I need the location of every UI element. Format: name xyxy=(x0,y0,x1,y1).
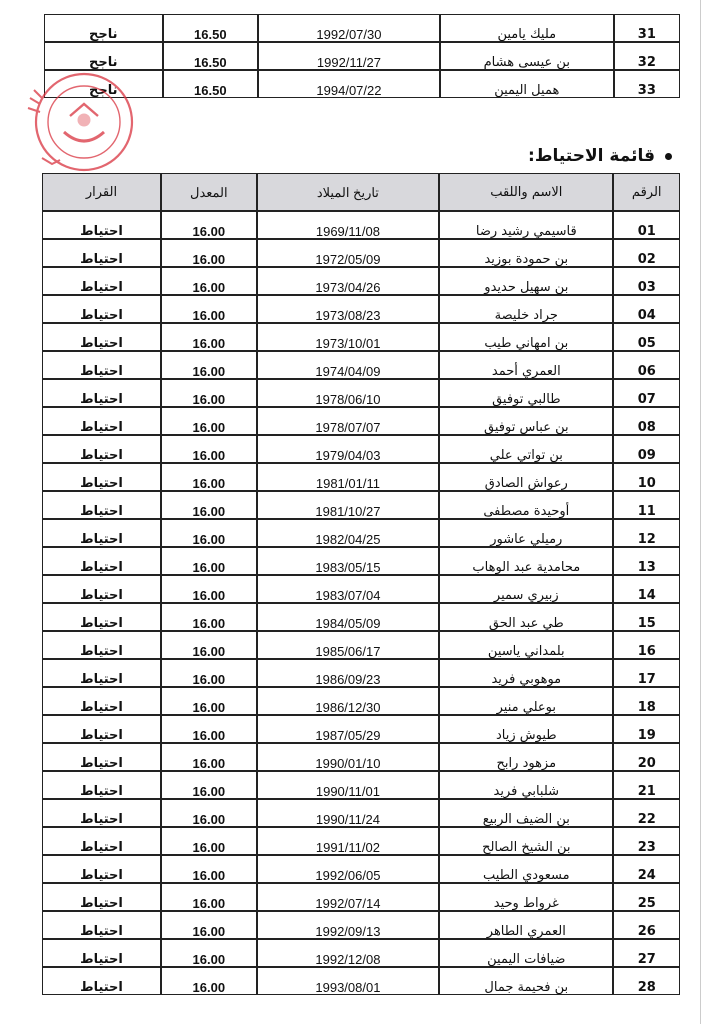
reserve-cell-date: 1972/05/09 xyxy=(257,239,439,267)
reserve-cell-decision: احتياط xyxy=(42,799,161,827)
reserve-row xyxy=(42,715,680,743)
top-cell-name: هميل اليمين xyxy=(440,70,614,98)
reserve-cell-name: بن الضيف الربيع xyxy=(439,799,613,827)
reserve-cell-date: 1973/08/23 xyxy=(257,295,439,323)
reserve-cell-date: 1978/06/10 xyxy=(257,379,439,407)
reserve-cell-num: 03 xyxy=(613,267,680,295)
reserve-table xyxy=(42,173,680,995)
reserve-cell-avg: 16.00 xyxy=(161,519,257,547)
reserve-cell-num: 19 xyxy=(613,715,680,743)
reserve-cell-decision: احتياط xyxy=(42,239,161,267)
reserve-cell-date: 1992/12/08 xyxy=(257,939,439,967)
reserve-cell-date: 1990/01/10 xyxy=(257,743,439,771)
reserve-cell-date: 1984/05/09 xyxy=(257,603,439,631)
reserve-cell-avg: 16.00 xyxy=(161,659,257,687)
top-cell-name: بن عيسى هشام xyxy=(440,42,614,70)
reserve-cell-decision: احتياط xyxy=(42,323,161,351)
reserve-cell-decision: احتياط xyxy=(42,827,161,855)
reserve-cell-name: بن امهاني طيب xyxy=(439,323,613,351)
reserve-cell-decision: احتياط xyxy=(42,351,161,379)
top-cell-date: 1992/07/30 xyxy=(258,14,440,42)
reserve-row xyxy=(42,799,680,827)
reserve-cell-decision: احتياط xyxy=(42,267,161,295)
reserve-cell-decision: احتياط xyxy=(42,519,161,547)
reserve-cell-avg: 16.00 xyxy=(161,295,257,323)
page-edge-line xyxy=(700,0,701,1024)
reserve-row xyxy=(42,967,680,995)
reserve-cell-date: 1973/04/26 xyxy=(257,267,439,295)
top-cell-decision: ناجح xyxy=(44,70,163,98)
reserve-cell-decision: احتياط xyxy=(42,771,161,799)
reserve-cell-date: 1973/10/01 xyxy=(257,323,439,351)
reserve-cell-num: 04 xyxy=(613,295,680,323)
reserve-row xyxy=(42,239,680,267)
reserve-row xyxy=(42,659,680,687)
reserve-cell-decision: احتياط xyxy=(42,575,161,603)
top-cell-decision: ناجح xyxy=(44,14,163,42)
reserve-cell-num: 18 xyxy=(613,687,680,715)
reserve-cell-date: 1986/12/30 xyxy=(257,687,439,715)
reserve-cell-num: 07 xyxy=(613,379,680,407)
reserve-row xyxy=(42,323,680,351)
reserve-cell-num: 17 xyxy=(613,659,680,687)
header-decision: القرار xyxy=(42,173,161,211)
reserve-cell-date: 1983/07/04 xyxy=(257,575,439,603)
reserve-cell-name: قاسيمي رشيد رضا xyxy=(439,211,613,239)
reserve-cell-name: غرواط وحيد xyxy=(439,883,613,911)
reserve-cell-date: 1987/05/29 xyxy=(257,715,439,743)
reserve-cell-date: 1992/09/13 xyxy=(257,911,439,939)
reserve-cell-decision: احتياط xyxy=(42,939,161,967)
reserve-cell-name: طالبي توفيق xyxy=(439,379,613,407)
reserve-row xyxy=(42,351,680,379)
reserve-cell-avg: 16.00 xyxy=(161,911,257,939)
reserve-cell-name: بن حمودة بوزيد xyxy=(439,239,613,267)
top-cell-num: 32 xyxy=(614,42,680,70)
reserve-row xyxy=(42,435,680,463)
reserve-cell-name: بن فحيمة جمال xyxy=(439,967,613,995)
reserve-row xyxy=(42,883,680,911)
reserve-row xyxy=(42,575,680,603)
reserve-title-text: قائمة الاحتياط: xyxy=(528,146,655,166)
reserve-cell-decision: احتياط xyxy=(42,687,161,715)
reserve-cell-name: بن الشيخ الصالح xyxy=(439,827,613,855)
reserve-cell-name: محامدية عبد الوهاب xyxy=(439,547,613,575)
reserve-cell-avg: 16.00 xyxy=(161,211,257,239)
reserve-cell-avg: 16.00 xyxy=(161,435,257,463)
reserve-row xyxy=(42,603,680,631)
reserve-cell-decision: احتياط xyxy=(42,435,161,463)
reserve-cell-name: طيوش زياد xyxy=(439,715,613,743)
reserve-cell-num: 06 xyxy=(613,351,680,379)
reserve-cell-name: جراد خليصة xyxy=(439,295,613,323)
reserve-row xyxy=(42,771,680,799)
top-row xyxy=(44,70,680,98)
reserve-cell-name: طي عبد الحق xyxy=(439,603,613,631)
reserve-cell-name: بن عباس توفيق xyxy=(439,407,613,435)
reserve-cell-decision: احتياط xyxy=(42,659,161,687)
reserve-cell-name: بوعلي منير xyxy=(439,687,613,715)
reserve-cell-name: مسعودي الطيب xyxy=(439,855,613,883)
reserve-cell-name: رميلي عاشور xyxy=(439,519,613,547)
reserve-row xyxy=(42,267,680,295)
reserve-cell-date: 1992/07/14 xyxy=(257,883,439,911)
reserve-cell-num: 01 xyxy=(613,211,680,239)
reserve-cell-avg: 16.00 xyxy=(161,827,257,855)
reserve-row xyxy=(42,547,680,575)
reserve-cell-decision: احتياط xyxy=(42,715,161,743)
top-cell-num: 33 xyxy=(614,70,680,98)
header-date: تاريخ الميلاد xyxy=(257,173,439,211)
reserve-cell-avg: 16.00 xyxy=(161,407,257,435)
reserve-cell-avg: 16.00 xyxy=(161,547,257,575)
reserve-cell-num: 21 xyxy=(613,771,680,799)
reserve-row xyxy=(42,211,680,239)
reserve-cell-name: بن تواتي علي xyxy=(439,435,613,463)
reserve-row xyxy=(42,295,680,323)
reserve-cell-decision: احتياط xyxy=(42,603,161,631)
reserve-cell-date: 1991/11/02 xyxy=(257,827,439,855)
reserve-cell-avg: 16.00 xyxy=(161,491,257,519)
header-num: الرقم xyxy=(613,173,680,211)
top-cell-name: مليك يامين xyxy=(440,14,614,42)
reserve-cell-decision: احتياط xyxy=(42,295,161,323)
reserve-cell-avg: 16.00 xyxy=(161,323,257,351)
reserve-cell-date: 1982/04/25 xyxy=(257,519,439,547)
reserve-cell-decision: احتياط xyxy=(42,407,161,435)
top-results-table xyxy=(44,14,680,98)
reserve-cell-name: رعواش الصادق xyxy=(439,463,613,491)
top-cell-num: 31 xyxy=(614,14,680,42)
reserve-cell-num: 23 xyxy=(613,827,680,855)
bullet-icon xyxy=(665,153,672,160)
reserve-cell-avg: 16.00 xyxy=(161,463,257,491)
reserve-cell-decision: احتياط xyxy=(42,211,161,239)
reserve-cell-avg: 16.00 xyxy=(161,855,257,883)
reserve-cell-decision: احتياط xyxy=(42,547,161,575)
header-avg: المعدل xyxy=(161,173,257,211)
reserve-cell-name: أوحيدة مصطفى xyxy=(439,491,613,519)
reserve-cell-num: 14 xyxy=(613,575,680,603)
reserve-cell-name: بن سهيل حديدو xyxy=(439,267,613,295)
top-cell-avg: 16.50 xyxy=(163,42,258,70)
reserve-cell-date: 1993/08/01 xyxy=(257,967,439,995)
reserve-cell-num: 25 xyxy=(613,883,680,911)
top-cell-avg: 16.50 xyxy=(163,70,258,98)
top-cell-avg: 16.50 xyxy=(163,14,258,42)
reserve-row xyxy=(42,463,680,491)
reserve-list-title xyxy=(528,146,672,166)
reserve-cell-avg: 16.00 xyxy=(161,239,257,267)
reserve-cell-num: 28 xyxy=(613,967,680,995)
reserve-cell-avg: 16.00 xyxy=(161,267,257,295)
reserve-cell-num: 20 xyxy=(613,743,680,771)
top-row xyxy=(44,14,680,42)
reserve-cell-num: 26 xyxy=(613,911,680,939)
top-results-body xyxy=(44,14,680,98)
reserve-row xyxy=(42,687,680,715)
reserve-cell-avg: 16.00 xyxy=(161,575,257,603)
reserve-row xyxy=(42,939,680,967)
reserve-cell-num: 15 xyxy=(613,603,680,631)
reserve-cell-name: مزهود رابح xyxy=(439,743,613,771)
reserve-row xyxy=(42,827,680,855)
reserve-cell-num: 13 xyxy=(613,547,680,575)
reserve-cell-decision: احتياط xyxy=(42,631,161,659)
reserve-cell-name: ضيافات اليمين xyxy=(439,939,613,967)
reserve-row xyxy=(42,519,680,547)
header-name: الاسم واللقب xyxy=(439,173,613,211)
top-cell-date: 1992/11/27 xyxy=(258,42,440,70)
reserve-cell-avg: 16.00 xyxy=(161,379,257,407)
reserve-cell-name: موهوبي فريد xyxy=(439,659,613,687)
reserve-row xyxy=(42,379,680,407)
reserve-cell-date: 1981/10/27 xyxy=(257,491,439,519)
reserve-cell-num: 02 xyxy=(613,239,680,267)
reserve-cell-num: 12 xyxy=(613,519,680,547)
reserve-cell-avg: 16.00 xyxy=(161,351,257,379)
reserve-cell-avg: 16.00 xyxy=(161,799,257,827)
reserve-cell-num: 10 xyxy=(613,463,680,491)
reserve-cell-name: زبيري سمير xyxy=(439,575,613,603)
reserve-cell-num: 24 xyxy=(613,855,680,883)
reserve-cell-name: العمري أحمد xyxy=(439,351,613,379)
reserve-row xyxy=(42,407,680,435)
reserve-cell-num: 22 xyxy=(613,799,680,827)
reserve-cell-date: 1981/01/11 xyxy=(257,463,439,491)
reserve-row xyxy=(42,855,680,883)
reserve-cell-num: 09 xyxy=(613,435,680,463)
reserve-cell-avg: 16.00 xyxy=(161,883,257,911)
reserve-cell-num: 27 xyxy=(613,939,680,967)
reserve-cell-decision: احتياط xyxy=(42,491,161,519)
reserve-cell-num: 16 xyxy=(613,631,680,659)
reserve-row xyxy=(42,491,680,519)
reserve-cell-date: 1983/05/15 xyxy=(257,547,439,575)
reserve-cell-date: 1990/11/01 xyxy=(257,771,439,799)
reserve-cell-avg: 16.00 xyxy=(161,967,257,995)
reserve-cell-decision: احتياط xyxy=(42,855,161,883)
reserve-cell-name: العمري الطاهر xyxy=(439,911,613,939)
reserve-cell-num: 11 xyxy=(613,491,680,519)
reserve-cell-avg: 16.00 xyxy=(161,743,257,771)
reserve-cell-date: 1986/09/23 xyxy=(257,659,439,687)
reserve-cell-avg: 16.00 xyxy=(161,687,257,715)
reserve-cell-num: 05 xyxy=(613,323,680,351)
reserve-body xyxy=(42,211,680,995)
reserve-row xyxy=(42,911,680,939)
reserve-cell-avg: 16.00 xyxy=(161,939,257,967)
reserve-cell-decision: احتياط xyxy=(42,379,161,407)
top-cell-decision: ناجح xyxy=(44,42,163,70)
reserve-cell-decision: احتياط xyxy=(42,911,161,939)
reserve-cell-avg: 16.00 xyxy=(161,715,257,743)
reserve-cell-decision: احتياط xyxy=(42,743,161,771)
reserve-cell-date: 1979/04/03 xyxy=(257,435,439,463)
reserve-cell-num: 08 xyxy=(613,407,680,435)
top-cell-date: 1994/07/22 xyxy=(258,70,440,98)
reserve-cell-decision: احتياط xyxy=(42,967,161,995)
reserve-cell-decision: احتياط xyxy=(42,883,161,911)
reserve-cell-date: 1978/07/07 xyxy=(257,407,439,435)
top-row xyxy=(44,42,680,70)
reserve-cell-date: 1974/04/09 xyxy=(257,351,439,379)
reserve-cell-avg: 16.00 xyxy=(161,603,257,631)
reserve-cell-date: 1990/11/24 xyxy=(257,799,439,827)
reserve-cell-name: شلبابي فريد xyxy=(439,771,613,799)
reserve-cell-name: بلمداني ياسين xyxy=(439,631,613,659)
reserve-row xyxy=(42,743,680,771)
reserve-cell-date: 1992/06/05 xyxy=(257,855,439,883)
reserve-cell-decision: احتياط xyxy=(42,463,161,491)
reserve-header-row xyxy=(42,173,680,211)
reserve-cell-avg: 16.00 xyxy=(161,771,257,799)
reserve-cell-avg: 16.00 xyxy=(161,631,257,659)
reserve-cell-date: 1985/06/17 xyxy=(257,631,439,659)
reserve-cell-date: 1969/11/08 xyxy=(257,211,439,239)
reserve-row xyxy=(42,631,680,659)
